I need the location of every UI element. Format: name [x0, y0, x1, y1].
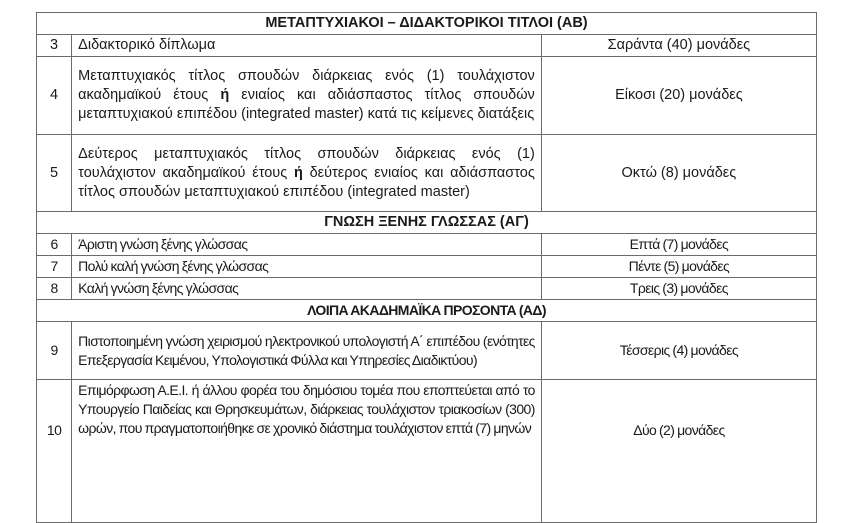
desc-emphasis: ή [220, 87, 230, 103]
row-description: Πιστοποιημένη γνώση χειρισμού ηλεκτρονικού υπολογιστή Α΄ επιπέδου (ενότητες Επεξεργασία Κειμένου, Υπολογιστικά Φύλλα και Υπηρεσίες Διαδικτύου) [72, 322, 542, 380]
row-points: Τέσσερις (4) μονάδες [541, 322, 816, 380]
table-row [37, 135, 817, 212]
row-description: Διδακτορικό δίπλωμα [72, 35, 542, 57]
row-description [72, 57, 542, 135]
row-number: 10 [37, 380, 72, 523]
row-number: 6 [37, 234, 72, 256]
row-number: 5 [37, 135, 72, 212]
table-row [37, 322, 817, 380]
desc-text: Δεύτερος μεταπτυχιακός τίτλος σπουδών διάρκειας ενός (1) τουλάχιστον ακαδημαϊκού έτους [78, 145, 535, 181]
table-row [37, 234, 817, 256]
section-title: ΜΕΤΑΠΤΥΧΙΑΚΟΙ – ΔΙΔΑΚΤΟΡΙΚΟΙ ΤΙΤΛΟΙ (ΑΒ) [37, 13, 817, 35]
row-points: Πέντε (5) μονάδες [541, 256, 816, 278]
row-description: Καλή γνώση ξένης γλώσσας [72, 278, 542, 300]
desc-text: δεύτερος ενιαίος και αδιάσπαστος τίτλος σπουδών μεταπτυχιακού επιπέδου (integrated master) [78, 164, 535, 200]
row-points: Επτά (7) μονάδες [541, 234, 816, 256]
row-points: Δύο (2) μονάδες [541, 380, 816, 523]
table-row [37, 278, 817, 300]
row-number: 4 [37, 57, 72, 135]
row-number: 8 [37, 278, 72, 300]
row-number: 7 [37, 256, 72, 278]
row-points: Σαράντα (40) μονάδες [541, 35, 816, 57]
qualifications-table [36, 12, 817, 523]
row-description [72, 135, 542, 212]
desc-text: Μεταπτυχιακός τίτλος σπουδών διάρκειας ενός (1) τουλάχιστον ακαδημαϊκού έτους [78, 68, 535, 103]
desc-text: ενιαίος και αδιάσπαστος τίτλος σπουδών μεταπτυχιακού επιπέδου (integrated master) κατά τις κείμενες διατάξεις [78, 87, 535, 122]
table-row [37, 256, 817, 278]
row-description: Άριστη γνώση ξένης γλώσσας [72, 234, 542, 256]
table-row [37, 380, 817, 523]
section-header-row [37, 212, 817, 234]
table-row [37, 57, 817, 135]
row-points: Τρεις (3) μονάδες [541, 278, 816, 300]
row-number: 9 [37, 322, 72, 380]
row-description: Πολύ καλή γνώση ξένης γλώσσας [72, 256, 542, 278]
row-points: Είκοσι (20) μονάδες [541, 57, 816, 135]
section-title: ΛΟΙΠΑ ΑΚΑΔΗΜΑΪΚΑ ΠΡΟΣΟΝΤΑ (ΑΔ) [37, 300, 817, 322]
section-header-row [37, 13, 817, 35]
section-title: ΓΝΩΣΗ ΞΕΝΗΣ ΓΛΩΣΣΑΣ (ΑΓ) [37, 212, 817, 234]
table-row [37, 35, 817, 57]
row-points: Οκτώ (8) μονάδες [541, 135, 816, 212]
section-header-row [37, 300, 817, 322]
row-number: 3 [37, 35, 72, 57]
desc-emphasis: ή [293, 164, 303, 181]
row-description: Επιμόρφωση Α.Ε.Ι. ή άλλου φορέα του δημόσιου τομέα που εποπτεύεται από το Υπουργείο Παιδείας και Θρησκευμάτων, διάρκειας τουλάχιστον τριακοσίων (300) ωρών, που πραγματοποιήθηκε σε χρονικό διάστημα τουλάχιστον επτά (7) μηνών [72, 380, 542, 523]
